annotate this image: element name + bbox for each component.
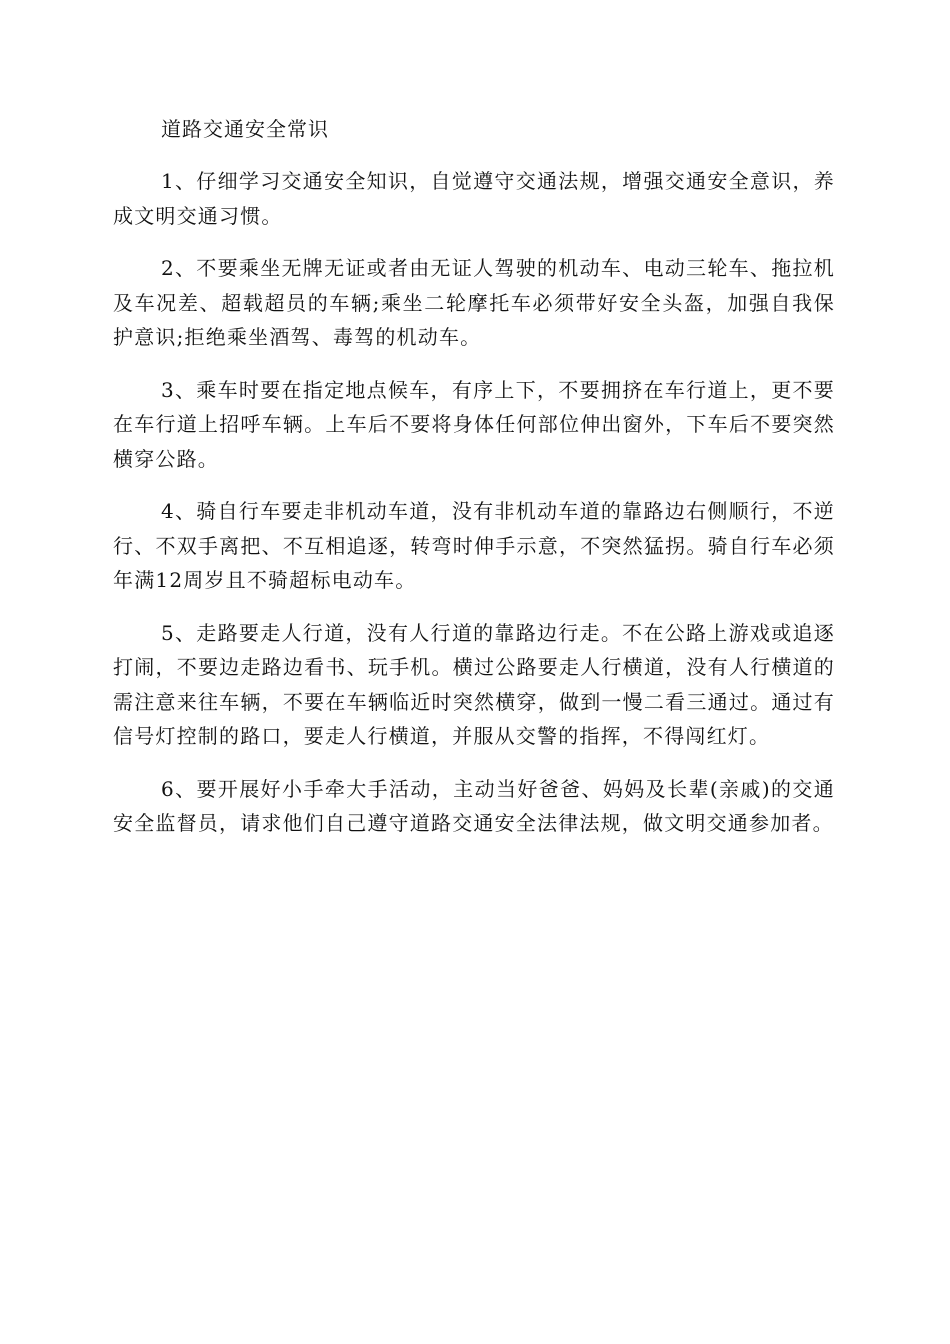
paragraph-6: 6、要开展好小手牵大手活动，主动当好爸爸、妈妈及长辈(亲戚)的交通安全监督员，请求他们自己遵守道路交通安全法律法规，做文明交通参加者。 [113, 776, 835, 835]
paragraph-3: 3、乘车时要在指定地点候车，有序上下，不要拥挤在车行道上，更不要在车行道上招呼车辆。上车后不要将身体任何部位伸出窗外，下车后不要突然横穿公路。 [113, 377, 835, 471]
document-title: 道路交通安全常识 [161, 117, 329, 141]
paragraph-4: 4、骑自行车要走非机动车道，没有非机动车道的靠路边右侧顺行，不逆行、不双手离把、不互相追逐，转弯时伸手示意，不突然猛拐。骑自行车必须年满12周岁且不骑超标电动车。 [113, 499, 835, 592]
paragraph-1: 1、仔细学习交通安全知识，自觉遵守交通法规，增强交通安全意识，养成文明交通习惯。 [113, 169, 835, 228]
paragraph-5: 5、走路要走人行道，没有人行道的靠路边行走。不在公路上游戏或追逐打闹，不要边走路边看书、玩手机。横过公路要走人行横道，没有人行横道的需注意来往车辆，不要在车辆临近时突然横穿，做到一慢二看三通过。通过有信号灯控制的路口，要走人行横道，并服从交警的指挥，不得闯红灯。 [113, 620, 835, 748]
document-body [113, 112, 835, 841]
paragraph-2: 2、不要乘坐无牌无证或者由无证人驾驶的机动车、电动三轮车、拖拉机及车况差、超载超员的车辆;乘坐二轮摩托车必须带好安全头盔，加强自我保护意识;拒绝乘坐酒驾、毒驾的机动车。 [113, 256, 835, 349]
